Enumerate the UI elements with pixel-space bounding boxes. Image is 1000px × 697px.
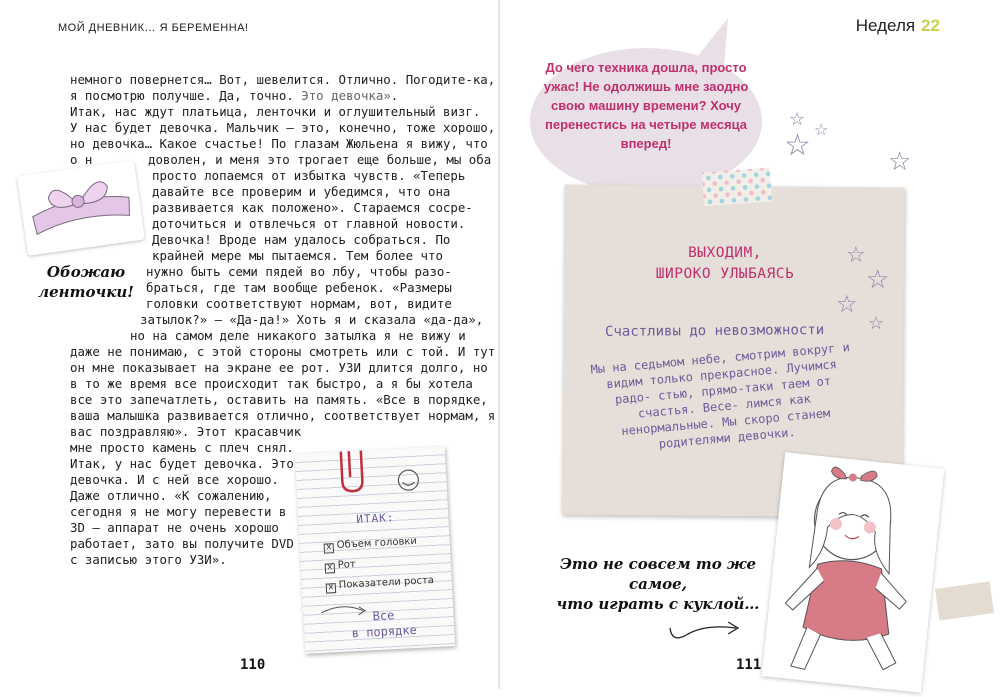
text-line: нужно быть семи пядей во лбу, чтобы разо-	[146, 264, 452, 279]
text-line: мне просто камень с плеч снял.	[70, 440, 294, 455]
doll-icon	[762, 452, 945, 692]
tape-strip	[935, 581, 994, 620]
checklist-item: x Показатели роста	[326, 575, 435, 593]
text-line: вас поздравляю». Этот красавчик	[70, 424, 302, 439]
star-icon: ☆	[846, 243, 866, 268]
text-line: все это запечатлеть, оставить на память. «Все в порядке,	[70, 392, 488, 407]
page-number: 110	[240, 657, 266, 673]
arrow-icon	[666, 608, 746, 648]
page-gutter	[498, 0, 500, 689]
star-icon: ☆	[814, 120, 829, 139]
card-body: Мы на седьмом небе, смотрим вокруг и видим только прекрасное. Лучимся радо- стью, прямо-таки таем от счастья. Весе- лимся как ненормальные. Мы скоро станем родителями девочки.	[590, 339, 851, 451]
ribbon-illustration	[17, 160, 145, 256]
card-subtitle: Счастливы до невозможности	[604, 322, 825, 340]
notepad-title: ИТАК:	[356, 510, 395, 526]
star-icon: ☆	[784, 128, 811, 163]
text-line: Итак, у нас будет девочка. Это	[70, 456, 294, 471]
doll-caption: Это не совсем то же самое, что играть с куклой…	[556, 555, 760, 613]
side-note: Обожаю ленточки!	[38, 263, 134, 301]
text-line: даже не понимаю, с этой стороны смотреть или с той. И тут	[70, 344, 496, 359]
text-line: развивается как положено». Стараемся сосре-	[152, 200, 473, 215]
text-line: У нас будет девочка. Мальчик — это, конечно, тоже хорошо,	[70, 120, 496, 135]
text-line: давайте все проверим и убедимся, что она	[152, 184, 451, 199]
doll-illustration	[762, 452, 945, 692]
text-line: просто лопаемся от избытка чувств. «Теперь	[152, 168, 466, 183]
bubble-text: До чего техника дошла, просто ужас! Не одолжишь мне заодно свою машину времени? Хочу перенестись на четыре месяца вперед!	[543, 60, 749, 151]
running-header: МОЙ ДНЕВНИК… Я БЕРЕМЕННА!	[58, 22, 249, 34]
washi-tape	[702, 168, 772, 207]
text-line: доволен, и меня это трогает еще больше, мы оба	[148, 152, 492, 167]
star-icon: ☆	[866, 265, 890, 295]
card-title: ВЫХОДИМ, ШИРОКО УЛЫБАЯСЬ	[655, 245, 795, 282]
text-line: но на самом деле никакого затылка я не вижу и	[130, 328, 466, 343]
text-line: он мне показывает на экране ее рот. УЗИ длится долго, но	[70, 360, 488, 375]
text-line: доточиться и отвлечься от главной новости.	[152, 216, 466, 231]
text-line: Девочка! Вроде нам удалось собраться. По	[152, 232, 451, 247]
text-line: Итак, нас ждут платьица, ленточки и оглушительный визг.	[70, 104, 481, 119]
star-icon: ☆	[789, 109, 806, 130]
week-header: Неделя 22	[855, 16, 940, 35]
bow-icon	[17, 160, 145, 256]
text-line: но девочка… Какое счастье! По глазам Жюльена я вижу, что	[70, 136, 488, 151]
notepad-checklist	[295, 446, 455, 654]
page-number: 111	[736, 657, 762, 673]
notepad-conclusion: Все в порядке	[351, 608, 418, 641]
text-line: немного повернется… Вот, шевелится. Отлично. Погодите-ка,	[70, 72, 496, 87]
text-line: затылок?» — «Да-да!» Хоть я и сказала «да-да»,	[140, 312, 484, 327]
text-line: сегодня я не могу перевести в	[70, 504, 287, 519]
text-line: браться, где там вообще ребенок. «Размеры	[146, 280, 452, 295]
text-line: 3D — аппарат не очень хорошо	[70, 520, 279, 535]
text-line: о н	[70, 152, 93, 167]
text-line: работает, зато вы получите DVD	[70, 536, 294, 551]
text-line: ваша малышка развивается отлично, соответствует нормам, я	[70, 408, 496, 423]
text-line: Даже отлично. «К сожалению,	[70, 488, 272, 503]
star-icon: ☆	[888, 147, 912, 177]
checklist-item: x Рот	[324, 559, 356, 573]
text-line: в то же время все происходит так быстро, а я бы хотела	[70, 376, 473, 391]
text-line: девочка. И с ней все хорошо.	[70, 472, 279, 487]
text-line: я посмотрю получше. Да, точно. Это девочка».	[70, 88, 399, 103]
text-line: крайней мере мы пытаемся. Тем более что	[152, 248, 443, 263]
checklist-item: x Объем головки	[323, 536, 417, 553]
text-line: с записью этого УЗИ».	[70, 552, 227, 567]
star-icon: ☆	[868, 313, 885, 334]
text-line: головки соответствуют нормам, вот, видите	[146, 296, 452, 311]
left-page	[0, 0, 500, 689]
star-icon: ☆	[836, 290, 858, 318]
